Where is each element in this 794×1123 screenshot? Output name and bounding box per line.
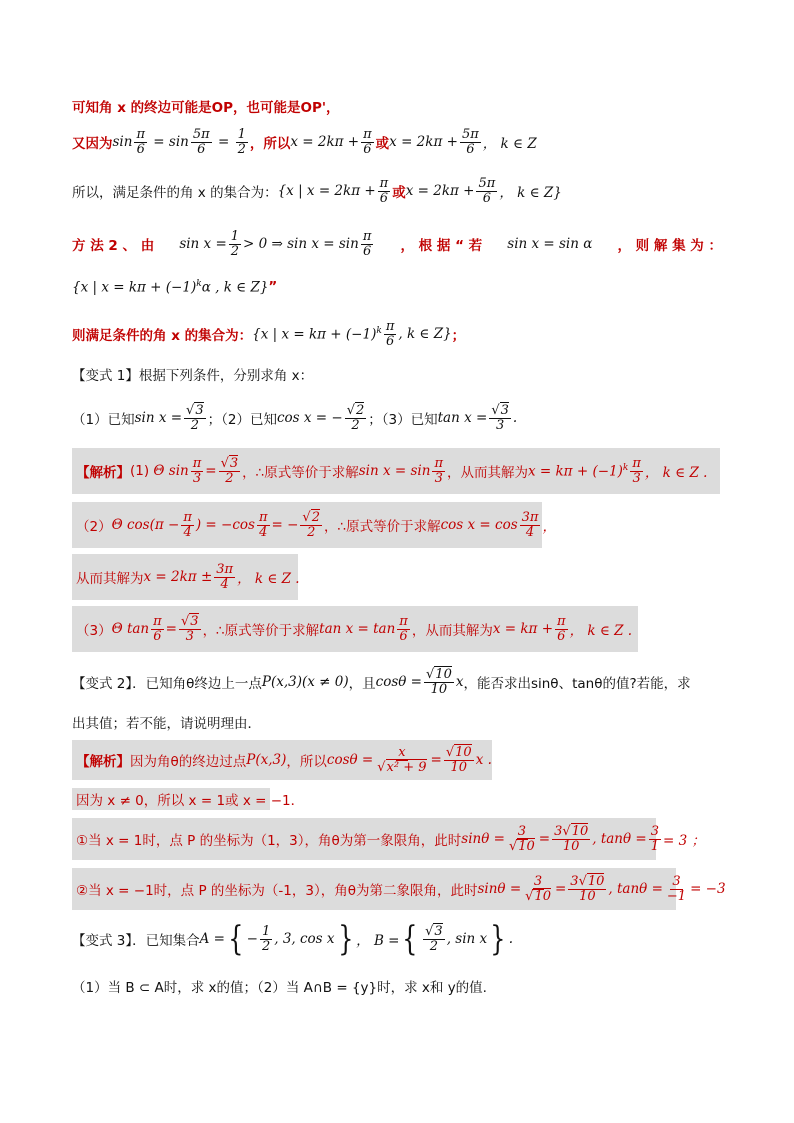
solution-2-box-2 <box>72 788 305 810</box>
line-4-c: ， 则 解 集 为 ： <box>617 238 722 255</box>
line-2-c: 或 <box>375 136 390 153</box>
variant-3-line-1: 【变式 3】．已知集合 A = { − $\frac{1}{2}$ , 3, cos x } ， B = { $\frac{√3}{2}$ , sin x } . <box>72 919 514 959</box>
variant-2-line-1: 【变式 2】．已知角θ终边上一点 P(x,3)(x ≠ 0) ，且 cosθ = $\frac{√10}{10}$ x ，能否求出sinθ、tanθ的值?若能，求 <box>72 667 691 697</box>
line-4-a: 方 法 2 、 由 <box>72 238 155 255</box>
variant-3-question: （1）当 B ⊂ A时，求 x的值；（2）当 A∩B = {y}时，求 x和 y的值. <box>72 980 487 996</box>
solution-2-s2: 因为 x ≠ 0，所以 x = 1或 x = −1． <box>76 793 305 809</box>
variant-2-title: 【变式 2】．已知角θ终边上一点 <box>72 676 262 693</box>
line-2-a: 又因为 <box>72 136 113 153</box>
solution-2-box-3: ①当 x = 1时，点 P 的坐标为（1，3），角θ为第一象限角，此时 sinθ = $\frac{3}{√10}$ = $\frac{3√10}{10}$ , tanθ = $\frac{3}{1}$ = 3 ； <box>72 818 656 860</box>
line-6-a: 则满足条件的角 x 的集合为： <box>72 328 253 345</box>
line-3-a: 所以，满足条件的角 x 的集合为： <box>72 185 278 202</box>
line-3: 所以，满足条件的角 x 的集合为： {x | x = 2kπ + $\frac{\pi}{6}$ 或 x = 2kπ + $\frac{5\pi}{6}$ ， k ∈ Z} <box>72 176 562 206</box>
solution-4-a: （3） <box>76 623 112 639</box>
solution-2-s1a: 因为角θ的终边过点 <box>130 754 247 770</box>
variant-3-line-2 <box>72 976 487 996</box>
solution-1-box-3: 从而其解为 x = 2kπ ± $\frac{3\pi}{4}$ ， k ∈ Z . <box>72 554 298 600</box>
line-2: 又因为 sin $\frac{\pi}{6}$ = sin $\frac{5\pi}{6}$ = $\frac{1}{2}$ ，所以 x = 2kπ + $\frac{\pi}{6}$ 或 x = 2kπ + $\frac{5\pi}{6}$ ， k ∈ Z <box>72 127 537 157</box>
line-1 <box>72 96 339 116</box>
solution-1-box-1: 【解析】 (1) Θ sin $\frac{\pi}{3}$ = $\frac{√3}{2}$ ，∴原式等价于求解 sin x = sin $\frac{\pi}{3}$ ，从而其解为 $x = k\pi + (-1)^k$ $\frac{\pi}{3}$ ， k ∈ Z . <box>72 448 720 494</box>
variant-3-title: 【变式 3】．已知集合 <box>72 933 200 949</box>
solution-2-b: ，∴原式等价于求解 <box>324 519 441 535</box>
solution-2-label: 【解析】 <box>76 754 130 770</box>
solution-1-b: ，∴原式等价于求解 <box>242 465 359 481</box>
variant-1-title-text: 【变式 1】根据下列条件，分别求角 x： <box>72 368 314 384</box>
line-2-b: ，所以 <box>249 136 291 153</box>
solution-2-s4a: ②当 x = −1时，点 P 的坐标为（-1，3），角θ为第二象限角，此时 <box>76 883 478 899</box>
variant-2-line-2 <box>72 712 261 732</box>
solution-2-s3a: ①当 x = 1时，点 P 的坐标为（1，3），角θ为第一象限角，此时 <box>76 833 462 849</box>
variant-2-d: 出其值；若不能，请说明理由． <box>72 716 261 732</box>
solution-3-a: 从而其解为 <box>76 571 144 587</box>
variant-1-question: （1）已知 sin x = $\frac{√3}{2}$ ；（2）已知 cos x = − $\frac{√2}{2}$ ；（3）已知 tan x = $\frac{√3}{3}$ . <box>72 403 518 433</box>
solution-2-box-1: 【解析】 因为角θ的终边过点 P(x,3) ，所以 cosθ = $\frac{x}{\text{√x² + 9}}$ = $\frac{√10}{10}$ x . <box>72 740 492 780</box>
solution-1-a: (1) <box>130 463 150 479</box>
line-1-text: 可知角 x 的终边可能是OP，也可能是OP'， <box>72 100 340 116</box>
line-4-b: ， 根 据 “ 若 <box>400 238 483 255</box>
solution-2-s1b: ，所以 <box>286 754 327 770</box>
solution-2-a: （2） <box>76 519 112 535</box>
solution-1-c: ，从而其解为 <box>446 465 528 481</box>
line-6: 则满足条件的角 x 的集合为： {x | $x = k\pi + (-1)^k$ $\frac{\pi}{6}$ , k ∈ Z} ； <box>72 319 466 349</box>
line-5: {x | $x = k\pi + (-1)^k\alpha$ , k ∈ Z} ” <box>72 279 278 296</box>
variant-1-title <box>72 364 313 384</box>
solution-4-b: ，∴原式等价于求解 <box>202 623 320 639</box>
solution-1-box-2: （2） Θ cos(π − $\frac{\pi}{4}$ ) = −cos $\frac{\pi}{4}$ = − $\frac{√2}{2}$ ，∴原式等价于求解 cos x = cos $\frac{3\pi}{4}$ ， <box>72 502 542 548</box>
line-6-end: ； <box>451 328 466 345</box>
line-5-tail: ” <box>268 279 278 296</box>
line-3-or: 或 <box>392 185 406 202</box>
solution-4-c: ，从而其解为 <box>411 623 493 639</box>
solution-2-box-4: ②当 x = −1时，点 P 的坐标为（-1，3），角θ为第二象限角，此时 sinθ = $\frac{3}{√10}$ = $\frac{3√10}{10}$ , tanθ = $\frac{3}{-1}$ = −3 <box>72 868 676 910</box>
v1-q3: ；（3）已知 <box>368 412 438 429</box>
solution-1-box-4: （3） Θ tan $\frac{\pi}{6}$ = $\frac{√3}{3}$ ，∴原式等价于求解 tan x = tan $\frac{\pi}{6}$ ，从而其解为 x = kπ + $\frac{\pi}{6}$ ， k ∈ Z . <box>72 606 638 652</box>
line-4: 方 法 2 、 由 sin x = $\frac{1}{2}$ > 0 ⇒ sin x = sin $\frac{\pi}{6}$ ， 根 据 “ 若 sin x = sin α ， 则 解 集 为 ： <box>72 229 722 259</box>
variant-2-c: ，能否求出sinθ、tanθ的值?若能，求 <box>463 676 691 693</box>
variant-2-b: ，且 <box>348 676 376 693</box>
solution-1-label: 【解析】 <box>76 465 130 481</box>
v1-q1: （1）已知 <box>72 412 135 429</box>
v1-q2: ；（2）已知 <box>207 412 277 429</box>
